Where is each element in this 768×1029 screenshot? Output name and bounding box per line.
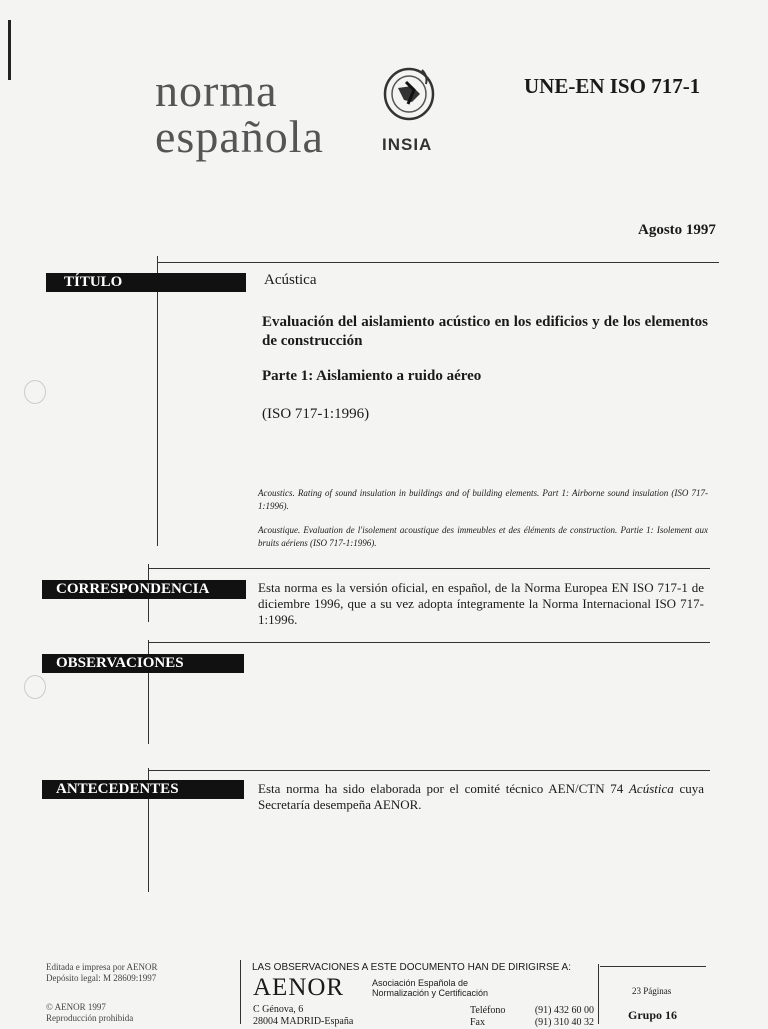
punch-hole xyxy=(24,675,46,699)
publication-date: Agosto 1997 xyxy=(638,222,716,238)
phone-label: Teléfono xyxy=(470,1005,506,1016)
divider xyxy=(148,770,710,771)
divider xyxy=(148,642,710,643)
association-line: Normalización y Certificación xyxy=(372,988,489,998)
antecedentes-text-part: Esta norma ha sido elaborada por el comité técnico AEN/CTN 74 xyxy=(258,781,629,796)
aenor-wordmark: AENOR xyxy=(253,974,345,1001)
standard-code: UNE-EN ISO 717-1 xyxy=(524,74,701,98)
vertical-rule xyxy=(240,960,241,1024)
contact-block xyxy=(470,1005,594,1029)
fax-number: (91) 310 40 32 xyxy=(534,1017,594,1028)
antecedentes-text xyxy=(258,781,704,813)
aenor-address xyxy=(253,1004,353,1028)
brand-line-1: norma xyxy=(155,65,278,116)
brand-title xyxy=(155,65,324,162)
logo-text: INSIA xyxy=(382,135,433,154)
footer-edited xyxy=(46,962,157,984)
aenor-association xyxy=(372,978,488,998)
observations-title: LAS OBSERVACIONES A ESTE DOCUMENTO HAN DE DIRIGIRSE A: xyxy=(252,962,571,973)
phone-row xyxy=(470,1005,594,1017)
page-edge-mark xyxy=(8,20,11,80)
page-count: 23 Páginas xyxy=(632,986,672,996)
address-line: C Génova, 6 xyxy=(253,1004,304,1015)
antecedentes-committee: Acústica xyxy=(628,781,674,796)
title-main: Acústica xyxy=(264,272,317,288)
section-label-titulo: TÍTULO xyxy=(46,273,246,292)
antecedentes-text-part: cuya Secretaría desempeña AENOR. xyxy=(258,781,704,812)
divider xyxy=(157,262,719,263)
title-evaluation: Evaluación del aislamiento acústico en los edificios y de los elementos de construcción xyxy=(262,314,708,349)
title-part: Parte 1: Aislamiento a ruido aéreo xyxy=(262,368,482,384)
section-label-antecedentes: ANTECEDENTES xyxy=(42,780,244,799)
footer-copyright xyxy=(46,1002,133,1024)
edited-line: Editada e impresa por AENOR xyxy=(46,962,158,972)
section-label-correspondencia: CORRESPONDENCIA xyxy=(42,580,246,599)
section-label-observaciones: OBSERVACIONES xyxy=(42,654,244,673)
phone-number: (91) 432 60 00 xyxy=(534,1005,594,1016)
correspondencia-text: Esta norma es la versión oficial, en español, de la Norma Europea EN ISO 717-1 de diciembre 1996, que a su vez adopta íntegramente la Norma Internacional ISO 717-1:1996. xyxy=(258,580,704,627)
vertical-rule xyxy=(157,256,158,546)
reproduction-notice: Reproducción prohibida xyxy=(46,1013,134,1023)
title-iso-reference: (ISO 717-1:1996) xyxy=(262,406,370,422)
fax-label: Fax xyxy=(470,1017,485,1028)
vertical-rule xyxy=(598,964,599,1024)
address-line: 28004 MADRID-España xyxy=(253,1016,354,1027)
insia-logo-icon xyxy=(382,64,436,122)
copyright-line: © AENOR 1997 xyxy=(46,1002,106,1012)
title-french: Acoustique. Evaluation de l'isolement acoustique des immeubles et des éléments de construction. Partie 1: Isolement aux bruits aériens (ISO 717-1:1996). xyxy=(258,525,708,548)
divider xyxy=(600,966,706,967)
brand-line-2: española xyxy=(155,111,324,162)
association-line: Asociación Española de xyxy=(372,978,469,988)
price-group: Grupo 16 xyxy=(628,1008,678,1022)
punch-hole xyxy=(24,380,46,404)
divider xyxy=(148,568,710,569)
legal-deposit: Depósito legal: M 28609:1997 xyxy=(46,973,157,983)
fax-row xyxy=(470,1017,594,1029)
title-english: Acoustics. Rating of sound insulation in buildings and of building elements. Part 1: Airborne sound insulation (ISO 717-1:1996). xyxy=(258,488,708,511)
